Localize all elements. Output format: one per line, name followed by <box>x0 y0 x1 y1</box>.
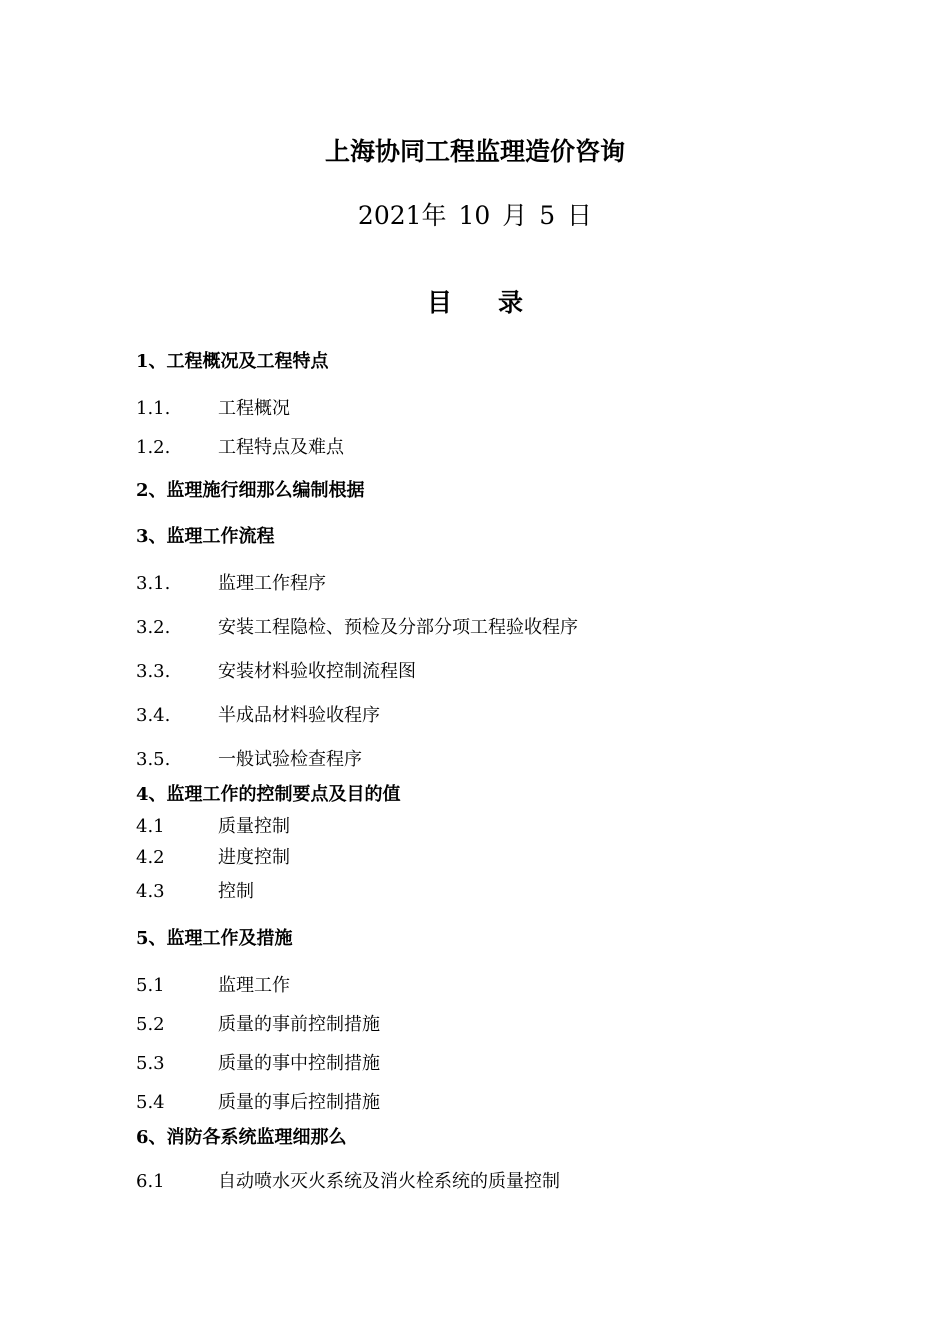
toc-item-number: 5.2 <box>136 1014 165 1035</box>
toc-section-label: 1、工程概况及工程特点 <box>136 351 329 372</box>
toc-item-label: 质量的事前控制措施 <box>218 1014 380 1035</box>
toc-item-number: 4.3 <box>136 881 165 902</box>
toc-item-number: 5.4 <box>136 1092 165 1113</box>
toc-item <box>136 1091 380 1115</box>
toc-section <box>136 479 365 503</box>
toc-section-label: 2、监理施行细那么编制根据 <box>136 480 365 501</box>
toc-item-label: 工程特点及难点 <box>218 437 344 458</box>
toc-item-label: 安装工程隐检、预检及分部分项工程验收程序 <box>218 617 578 638</box>
toc-item-number: 1.1. <box>136 398 171 419</box>
toc-item-label: 工程概况 <box>218 398 290 419</box>
toc-item <box>136 974 290 998</box>
toc-item <box>136 1170 560 1194</box>
toc-item-label: 监理工作程序 <box>218 573 326 594</box>
toc-item <box>136 1052 380 1076</box>
toc-item <box>136 704 380 728</box>
toc-section <box>136 783 401 807</box>
toc-item <box>136 748 362 772</box>
toc-section <box>136 927 293 951</box>
toc-title: 目录 <box>426 288 569 317</box>
toc-item-label: 监理工作 <box>218 975 290 996</box>
toc-item-number: 3.5. <box>136 749 171 770</box>
toc-section-label: 5、监理工作及措施 <box>136 928 293 949</box>
toc-item <box>136 660 416 684</box>
toc-item <box>136 397 290 421</box>
company-name: 上海协同工程监理造价咨询 <box>324 137 625 166</box>
toc-item <box>136 815 290 839</box>
toc-item-label: 质量控制 <box>218 816 290 837</box>
toc-section-label: 4、监理工作的控制要点及目的值 <box>136 784 401 805</box>
toc-item-number: 3.4. <box>136 705 171 726</box>
toc-item <box>136 436 344 460</box>
toc-item-label: 一般试验检查程序 <box>218 749 362 770</box>
toc-item-label: 安装材料验收控制流程图 <box>218 661 416 682</box>
toc-section-label: 3、监理工作流程 <box>136 526 275 547</box>
toc-section <box>136 1126 347 1150</box>
toc-item <box>136 880 254 904</box>
toc-section <box>136 525 275 549</box>
toc-item-number: 5.1 <box>136 975 165 996</box>
toc-item-label: 控制 <box>218 881 254 902</box>
toc-item-label: 质量的事后控制措施 <box>218 1092 380 1113</box>
toc-item-label: 质量的事中控制措施 <box>218 1053 380 1074</box>
toc-item-number: 5.3 <box>136 1053 165 1074</box>
document-date: 2021年 10 月 5 日 <box>357 201 593 230</box>
toc-item-number: 3.3. <box>136 661 171 682</box>
toc-item-number: 6.1 <box>136 1171 165 1192</box>
toc-item-label: 进度控制 <box>218 847 290 868</box>
toc-item-label: 半成品材料验收程序 <box>218 705 380 726</box>
toc-item-number: 4.2 <box>136 847 165 868</box>
toc-item-number: 1.2. <box>136 437 171 458</box>
toc-item <box>136 1013 380 1037</box>
toc-item <box>136 616 578 640</box>
toc-item <box>136 846 290 870</box>
toc-item-number: 3.1. <box>136 573 171 594</box>
toc-item <box>136 572 326 596</box>
toc-item-number: 3.2. <box>136 617 171 638</box>
toc-section <box>136 350 329 374</box>
toc-section-label: 6、消防各系统监理细那么 <box>136 1127 347 1148</box>
toc-item-label: 自动喷水灭火系统及消火栓系统的质量控制 <box>218 1171 560 1192</box>
toc-item-number: 4.1 <box>136 816 165 837</box>
